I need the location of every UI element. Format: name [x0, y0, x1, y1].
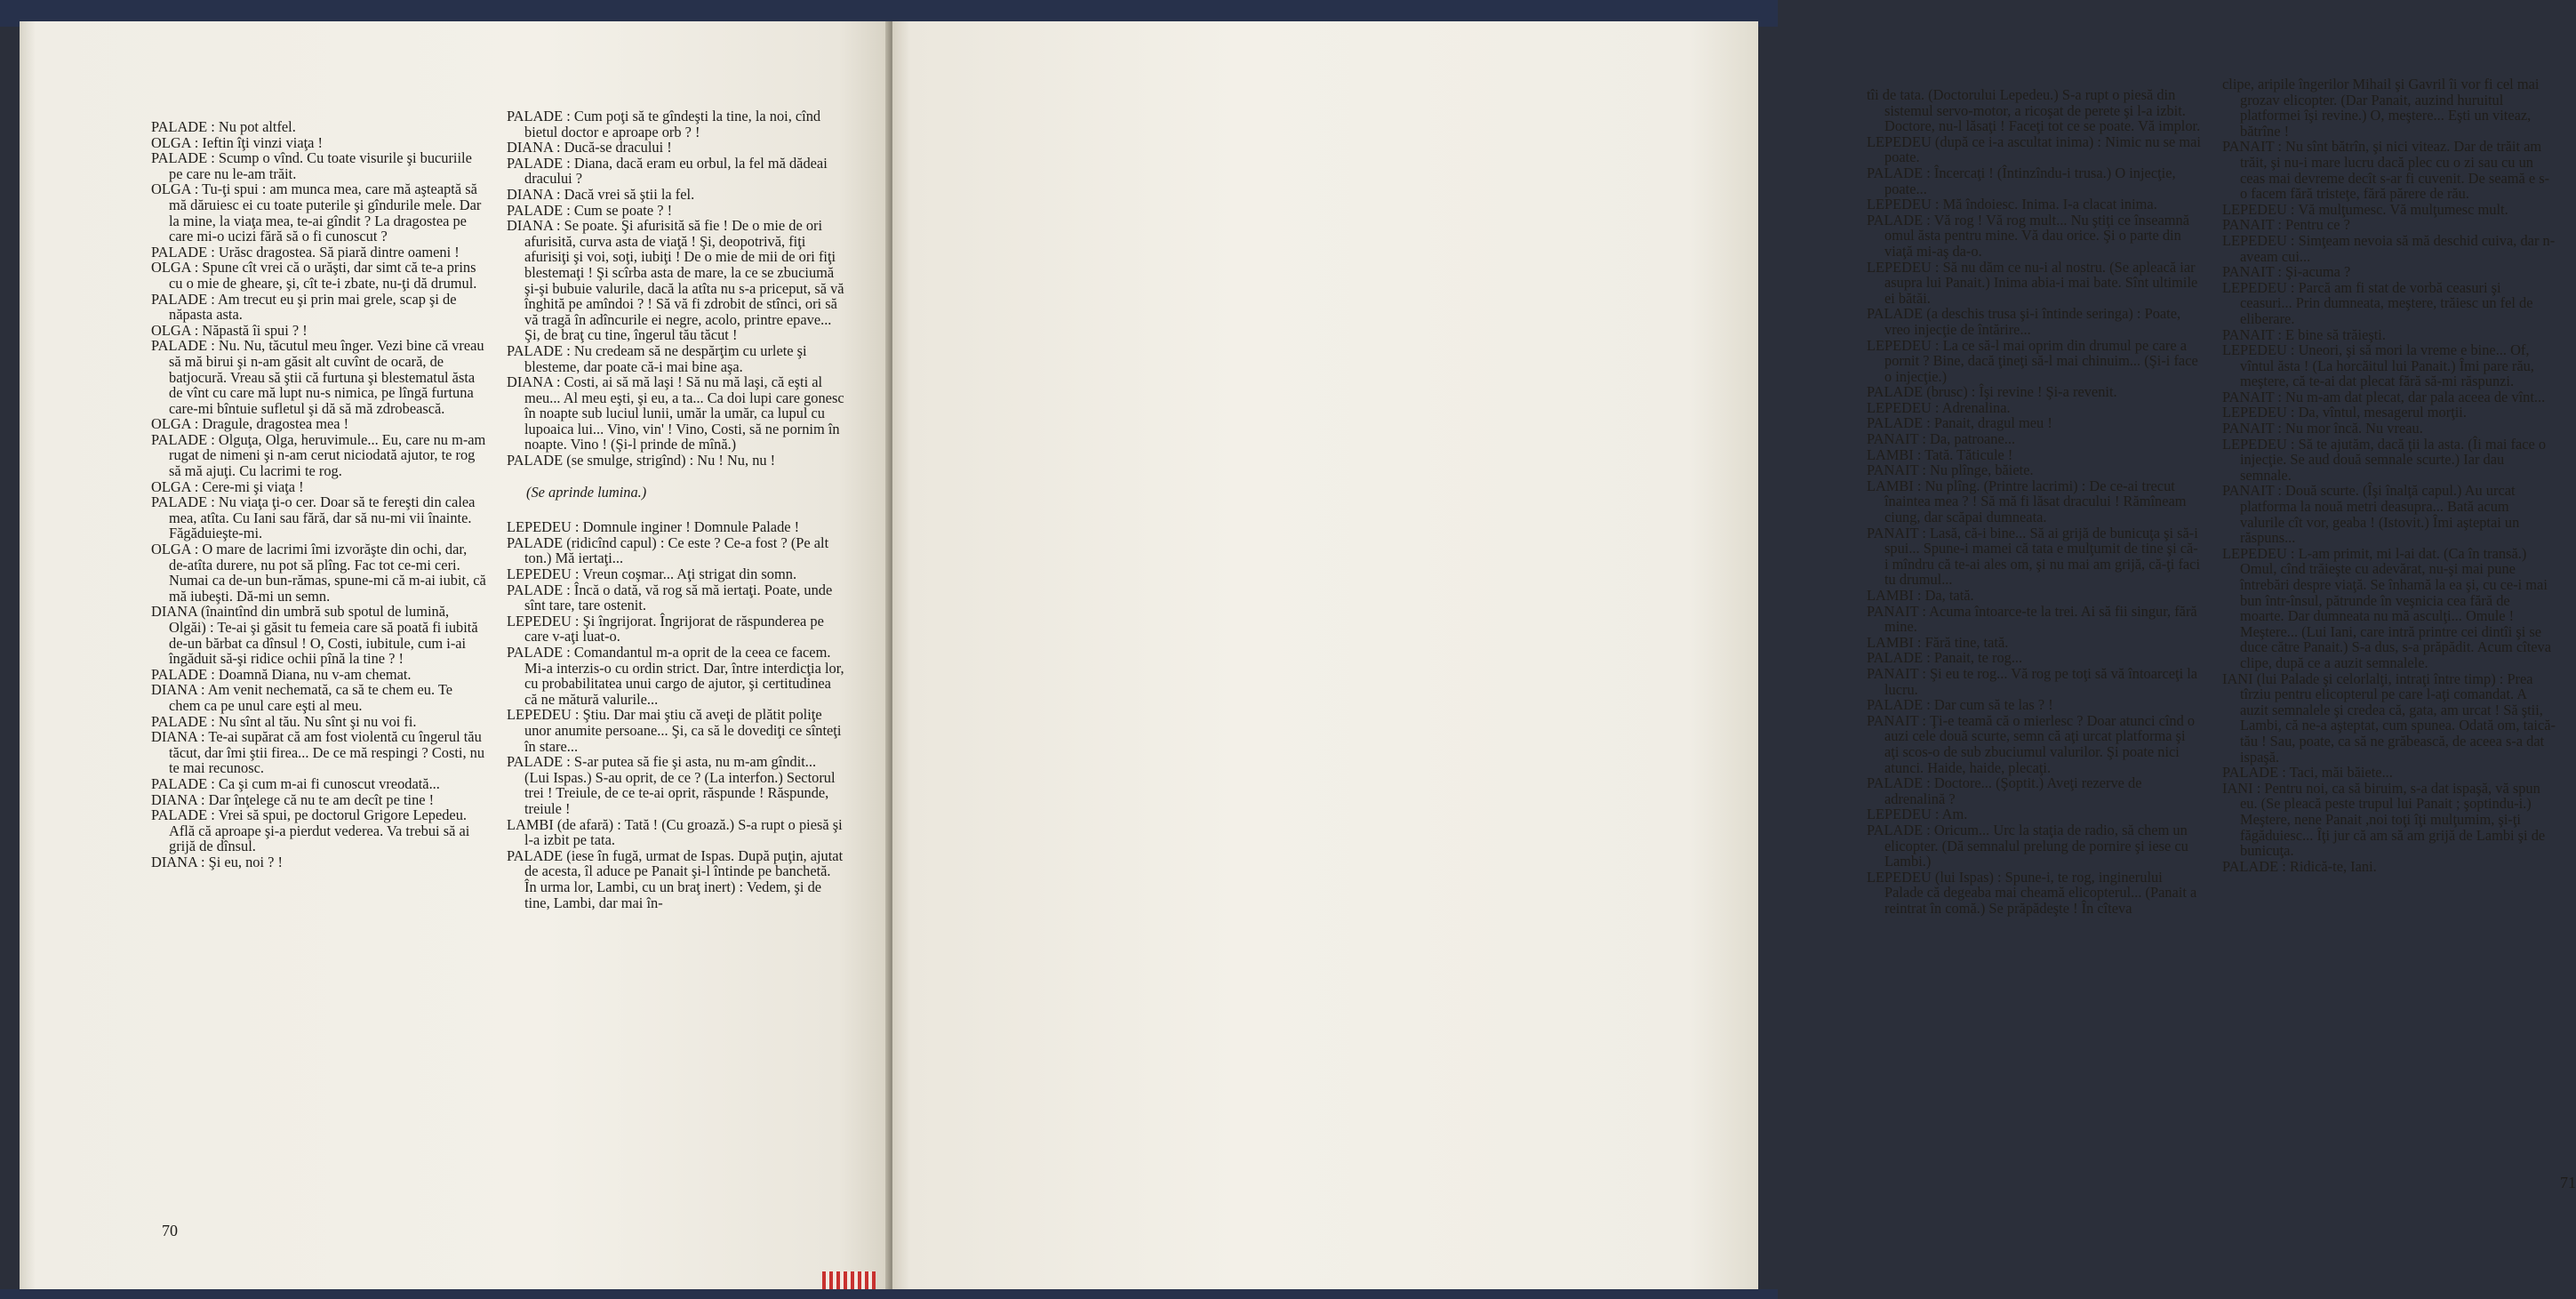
dialogue-line: PALADE : Nu sînt al tău. Nu sînt şi nu voi fi. [151, 712, 417, 730]
dialogue-line: OLGA : Năpastă îi spui ? ! [151, 321, 308, 339]
dialogue-line: OLGA : O mare de lacrimi îmi izvorăşte din ochi, dar, de-atîta durere, nu pot să plîng. Fac tot ce-mi ceri. Numai ca de-un bun-rămas, spune-mi că m-ai iubit, că mă iubeşti. Dă-mi un semn. [151, 541, 486, 605]
dialogue-line: PALADE : Doamnă Diana, nu v-am chemat. [151, 665, 412, 683]
book-cover-bottom [0, 1289, 1778, 1299]
dialogue-line: DIANA : Dar înţelege că nu te am decît pe tine ! [151, 790, 435, 808]
dialogue-line: LEPEDEU (lui Ispas) : Spune-i, te rog, inginerului Palade că degeaba mai cheamă elicopterul... (Panait a reintrat în comă.) Se prăpădeşte ! În cîteva [1867, 868, 2197, 917]
page-number: 71 [2560, 1174, 2576, 1191]
dialogue-line: OLGA : Ieftin îţi vinzi viaţa ! [151, 133, 323, 151]
dialogue-line: PANAIT : Două scurte. (Îşi înalţă capul.) Au urcat platforma la nouă metri deasupra... Bată acum valurile cît vor, geaba ! (Istovit.) Îmi aşteptai un răspuns... [2222, 482, 2520, 547]
dialogue-line: LEPEDEU : Parcă am fi stat de vorbă ceasuri şi ceasuri... Prin dumneata, meştere, trăiesc un fel de eliberare. [2222, 278, 2533, 327]
dialogue-line: PALADE (ridicînd capul) : Ce este ? Ce-a fost ? (Pe alt ton.) Mă iertaţi... [507, 533, 829, 567]
dialogue-line: PALADE : Panait, te rog... [1867, 649, 2023, 667]
dialogue-line: DIANA : Costi, ai să mă laşi ! Să nu mă laşi, că eşti al meu... Al meu eşti, şi eu, a ta... Ca doi lupi care gonesc în noapte sub luciul lunii, umăr la umăr, ca lupul cu lupoaica lui... Vino, vin' ! Vino, Costi, să ne pornim în noapte. Vino ! (Şi-l prinde de mînă.) [507, 373, 844, 453]
dialogue-line: PANAIT : E bine să trăieşti. [2222, 325, 2386, 343]
page-number: 70 [162, 1222, 178, 1239]
dialogue-line: PALADE : Olguţa, Olga, heruvimule... Eu, care nu m-am rugat de nimeni şi n-am cerut niciodată ajutor, te rog să mă ajuţi. Cu lacrimi te rog. [151, 430, 486, 480]
dialogue-line: DIANA : Dacă vrei să ştii la fel. [507, 185, 695, 203]
dialogue-line: PALADE : Vă rog ! Vă rog mult... Nu ştiţi ce înseamnă omul ăsta pentru mine. Vă dau orice. Şi o parte din viaţă mi-aş da-o. [1867, 211, 2189, 260]
left-page-column-2 [507, 108, 844, 910]
dialogue-line: LAMBI : Tată. Tăticule ! [1867, 445, 2013, 463]
dialogue-line: PANAIT : Nu m-am dat plecat, dar pala aceea de vînt... [2222, 388, 2546, 405]
dialogue-line: LEPEDEU : Da, vîntul, mesagerul morţii. [2222, 404, 2467, 421]
dialogue-line: PALADE : S-ar putea să fie şi asta, nu m-am gîndit... (Lui Ispas.) S-au oprit, de ce ? (La interfon.) Sectorul trei ! Treiule, de ce te-ai oprit, răspunde ! Răspunde, treiule ! [507, 753, 836, 817]
dialogue-line: clipe, aripile îngerilor Mihail şi Gavril îi vor fi cel mai grozav elicopter. (Dar Panait, auzind huruitul platformei îşi revine.) O, meştere... Eşti un viteaz, bătrîne ! [2222, 76, 2540, 140]
dialogue-line: PALADE : Vrei să spui, pe doctorul Grigore Lepedeu. Află că aproape şi-a pierdut vederea. Va trebui să ai grijă de dînsul. [151, 806, 470, 855]
dialogue-line: PALADE : Dar cum să te las ? ! [1867, 696, 2053, 714]
dialogue-line: PANAIT : Nu plînge, băiete. [1867, 461, 2034, 479]
left-page [20, 21, 891, 1293]
dialogue-line: PANAIT : Lasă, că-i bine... Să ai grijă de bunicuţa şi să-i spui... Spune-i mamei că tata e mulţumit de tine şi că-i mîndru că te-ai ales om, şi nu mai am grijă, că-ţi faci tu drumul... [1867, 524, 2200, 589]
dialogue-line: PALADE : Nu viaţa ţi-o cer. Doar să te fereşti din calea mea, atîta. Cu Iani sau fără, dar să nu-mi vii înainte. Făgăduieşte-mi. [151, 493, 476, 542]
dialogue-line: PANAIT : Ţi-e teamă că o mierlesc ? Doar atunci cînd o auzi cele două scurte, semn că aţi urcat platforma şi aţi scos-o de sub zbuciumul valurilor. Şi poate nici atunci. Haide, haide, plecaţi. [1867, 711, 2196, 776]
dialogue-line: DIANA (înaintînd din umbră sub spotul de lumină, Olgăi) : Te-ai şi găsit tu femeia care să poată fi iubită de-un bărbat ca dînsul ! O, Costi, iubitule, cum i-ai îngăduit să-şi ridice ochii pînă la tine ? ! [151, 603, 478, 668]
dialogue-line: DIANA : Se poate. Şi afurisită să fie ! De o mie de ori afurisită, curva asta de viaţă ! Şi, deopotrivă, fiţi afurisiţi şi voi, soţi, iubiţi ! De o mie de mii de ori fiţi blestemaţi ! Şi scîrba asta de mare, la ce se zbuciumă şi-şi bubuie valurile, dacă la atîta nu s-a priceput, să vă înghită pe amîndoi ? ! Să vă fi zdrobit de stînci, ori să vă tragă în adîncurile ei negre, acolo, printre epave... Şi, de braţ cu tine, îngerul tău tăcut ! [507, 217, 844, 344]
dialogue-line: PALADE (a deschis trusa şi-i întinde seringa) : Poate, vreo injecţie de întărire... [1867, 305, 2181, 338]
binding-thread [822, 1271, 876, 1289]
dialogue-line: PANAIT : Nu mor încă. Nu vreau. [2222, 420, 2423, 437]
dialogue-line: LEPEDEU : Domnule inginer ! Domnule Palade ! [507, 518, 800, 536]
dialogue-line: PANAIT : Şi-acuma ? [2222, 263, 2351, 281]
dialogue-line: PANAIT : Acuma întoarce-te la trei. Ai să fii singur, fără mine. [1867, 602, 2197, 636]
dialogue-line: PALADE : Oricum... Urc la staţia de radio, să chem un elicopter. (Dă semnalul prelung de pornire şi iese cu Lambi.) [1867, 821, 2188, 870]
dialogue-line: PALADE : Ridică-te, Iani. [2222, 857, 2377, 875]
dialogue-line: LEPEDEU : Adrenalina. [1867, 398, 2011, 416]
dialogue-line: PALADE : Încă o dată, vă rog să mă iertaţi. Poate, unde sînt tare, tare ostenit. [507, 581, 833, 614]
dialogue-line: OLGA : Cere-mi şi viaţa ! [151, 477, 304, 495]
right-page-column-2 [2222, 76, 2556, 874]
dialogue-line: LEPEDEU : Simţeam nevoia să mă deschid cuiva, dar n-aveam cui... [2222, 231, 2556, 265]
dialogue-line: OLGA : Tu-ţi spui : am munca mea, care mă aşteaptă să mă dăruiesc ei cu toate puterile şi gîndurile mele. Dar la mine, la viaţa mea, te-ai gîndit ? La dragostea pe care mi-o ucizi fără să o fi cunoscut ? [151, 180, 482, 245]
dialogue-line: DIANA : Ducă-se dracului ! [507, 139, 672, 156]
right-page-column-1 [1867, 87, 2201, 916]
dialogue-line: PALADE : Panait, dragul meu ! [1867, 414, 2052, 432]
dialogue-line: PALADE : Ca şi cum m-ai fi cunoscut vreodată... [151, 774, 440, 792]
dialogue-line: PALADE : Scump o vînd. Cu toate visurile şi bucuriile pe care nu le-am trăit. [151, 149, 472, 182]
dialogue-line: LEPEDEU : Ştiu. Dar mai ştiu că aveţi de plătit poliţe unor anumite persoane... Şi, ca să le dovediţi ce sînteţi în stare... [507, 706, 842, 755]
dialogue-line: LAMBI (de afară) : Tată ! (Cu groază.) S-a rupt o piesă şi l-a izbit pe tata. [507, 815, 843, 849]
stage-direction: (Se aprinde lumina.) [526, 483, 647, 501]
dialogue-line: DIANA : Te-ai supărat că am fost violentă cu îngerul tău tăcut, dar îmi ştii firea... De ce mă respingi ? Costi, nu te mai recunosc. [151, 728, 485, 777]
dialogue-line: LEPEDEU : Vreun coşmar... Aţi strigat din somn. [507, 565, 797, 583]
dialogue-line: OLGA : Dragule, dragostea mea ! [151, 415, 349, 433]
dialogue-line: LEPEDEU : Mă îndoiesc. Inima. I-a clacat inima. [1867, 196, 2157, 213]
dialogue-line: LAMBI : Da, tată. [1867, 587, 1974, 604]
dialogue-line: OLGA : Spune cît vrei că o urăşti, dar simt că te-a prins cu o mie de gheare, şi, cît te-i zbate, nu-ţi dă drumul. [151, 259, 477, 292]
dialogue-line: PALADE : Nu. Nu, tăcutul meu înger. Vezi bine că vreau să mă birui şi n-am găsit alt cuvînt de ocară, de batjocură. Vreau să ştii că furtuna şi blestematul ăsta de vînt cu care mă lupt nu-s nimica, pe lîngă furtuna care-mi bîntuie sufletul şi dă să mă zdrobească. [151, 337, 484, 417]
dialogue-line: LEPEDEU (după ce i-a ascultat inima) : Nimic nu se mai poate. [1867, 132, 2201, 166]
dialogue-line: PALADE : Nu pot altfel. [151, 118, 296, 135]
dialogue-line: PALADE : Am trecut eu şi prin mai grele, scap şi de năpasta asta. [151, 290, 457, 324]
dialogue-line: LEPEDEU : Să te ajutăm, dacă ţii la asta. (Îi mai face o injecţie. Se aud două semnale scurte.) Iar dau semnale. [2222, 435, 2547, 484]
dialogue-line: LEPEDEU : L-am primit, mi l-ai dat. (Ca în transă.) Omul, cînd trăieşte cu adevărat, nu-şi mai pune întrebări despre viaţă. Se înhamă la ea şi, cu ce-i mai bun într-însul, pătrunde în veşnicia cea fără de moarte. Dar dumneata nu mă asculţi... Omule ! Meştere... (Lui Iani, care intră printre cei dintîi şi se duce către Panait.) S-a dus, s-a prăpădit. Acum cîteva clipe, după ce a auzit semnalele. [2222, 544, 2551, 671]
dialogue-line: LEPEDEU : Să nu dăm ce nu-i al nostru. (Se apleacă iar asupra lui Panait.) Inima abia-i mai bate. Sînt ultimile ei bătăi. [1867, 258, 2198, 307]
dialogue-line: PALADE (se smulge, strigînd) : Nu ! Nu, nu ! [507, 452, 776, 469]
dialogue-line: PALADE : Cum se poate ? ! [507, 201, 673, 219]
dialogue-line: PALADE : Urăsc dragostea. Să piară dintre oameni ! [151, 243, 460, 261]
dialogue-line: PALADE (iese în fugă, urmat de Ispas. După puţin, ajutat de acesta, îl aduce pe Panait şi-l întinde pe banchetă. În urma lor, Lambi, cu un braţ inert) : Vedem, şi de tine, Lambi, dar mai în- [507, 846, 844, 911]
dialogue-line: PANAIT : Şi eu te rog... Vă rog pe toţi să vă întoarceţi la lucru. [1867, 664, 2198, 698]
dialogue-line: DIANA : Am venit nechemată, ca să te chem eu. Te chem ca pe unul care eşti al meu. [151, 681, 452, 714]
dialogue-line: PALADE : Diana, dacă eram eu orbul, la fel mă dădeai dracului ? [507, 154, 828, 188]
dialogue-line: PALADE : Nu credeam să ne despărţim cu urlete şi blesteme, dar poate că-i mai bine aşa. [507, 341, 807, 375]
dialogue-line: PALADE : Cum poţi să te gîndeşti la tine, la noi, cînd bietul doctor e aproape orb ? ! [507, 108, 821, 140]
dialogue-line: LEPEDEU : Uneori, şi să mori la vreme e bine... Of, vîntul ăsta ! (La horcăitul lui Panait.) Îmi pare rău, meştere, că te-ai dat plecat fără să-mi răspunzi. [2222, 341, 2534, 390]
dialogue-line: PALADE (brusc) : Îşi revine ! Şi-a revenit. [1867, 383, 2117, 401]
dialogue-line: LAMBI : Fără tine, tată. [1867, 633, 2009, 651]
dialogue-line: PALADE : Încercaţi ! (Întinzîndu-i trusa.) O injecţie, poate... [1867, 164, 2176, 197]
dialogue-line: PALADE : Doctore... (Şoptit.) Aveţi rezerve de adrenalină ? [1867, 774, 2142, 807]
dialogue-line: PALADE : Taci, măi băiete... [2222, 764, 2393, 782]
dialogue-line: PANAIT : Pentru ce ? [2222, 216, 2350, 234]
dialogue-line: DIANA : Şi eu, noi ? ! [151, 853, 283, 870]
dialogue-line: IANI (lui Palade şi celorlalţi, intraţi între timp) : Prea tîrziu pentru elicopterul pe care l-aţi comandat. A auzit semnalele şi credea că, gata, am urcat ! Să ştii, Lambi, că ne-a aşteptat, cum spunea. Odată om, taică-tău ! Sau, poate, ca să ne grăbească, de aceea s-a dat ispaşă. [2222, 670, 2556, 766]
dialogue-line: LEPEDEU : La ce să-l mai oprim din drumul pe care a pornit ? Bine, dacă ţineţi să-l mai chinuim... (Şi-i face o injecţie.) [1867, 336, 2198, 385]
right-page [892, 21, 2576, 1293]
dialogue-line: tîi de tata. (Doctorului Lepedeu.) S-a rupt o piesă din sistemul servo-motor, a ricoşat de perete şi l-a izbit. Doctore, nu-l lăsaţi ! Faceţi tot ce se poate. Vă implor. [1867, 86, 2201, 135]
dialogue-line: LEPEDEU : Vă mulţumesc. Vă mulţumesc mult. [2222, 200, 2508, 218]
dialogue-line: LEPEDEU : Am. [1867, 806, 1968, 823]
dialogue-line: PANAIT : Nu sînt bătrîn, şi nici viteaz. Dar de trăit am trăit, şi nu-i mare lucru dacă plec cu o zi sau cu un ceas mai devreme decît s-ar fi cuvenit. De seamă e s-o facem fără tristeţe, fără părere de rău. [2222, 138, 2550, 203]
dialogue-line: PALADE : Comandantul m-a oprit de la ceea ce facem. Mi-a interzis-o cu ordin strict. Dar, între interdicţia lor, cu probabilitatea unui cargo de ajutor, şi certitudinea că ne mătură valurile... [507, 644, 844, 708]
left-page-column-1 [151, 119, 487, 870]
dialogue-line: LEPEDEU : Şi îngrijorat. Îngrijorat de răspunderea pe care v-aţi luat-o. [507, 612, 824, 645]
dialogue-line: PANAIT : Da, patroane... [1867, 430, 2016, 448]
dialogue-line: IANI : Pentru noi, ca să biruim, s-a dat ispaşă, vă spun eu. (Se pleacă peste trupul lui Panait ; şoptindu-i.) Meştere, nene Panait ,noi toţi îţi mulţumim, şi-ţi făgăduiesc... Îţi jur că am să am grijă de Lambi şi de bunicuţa. [2222, 779, 2546, 860]
dialogue-line: LAMBI : Nu plîng. (Printre lacrimi) : De ce-ai trecut înaintea mea ? ! Să mă fi lăsat dracului ! Rămîneam ciung, dar scăpai dumneata. [1867, 477, 2187, 526]
